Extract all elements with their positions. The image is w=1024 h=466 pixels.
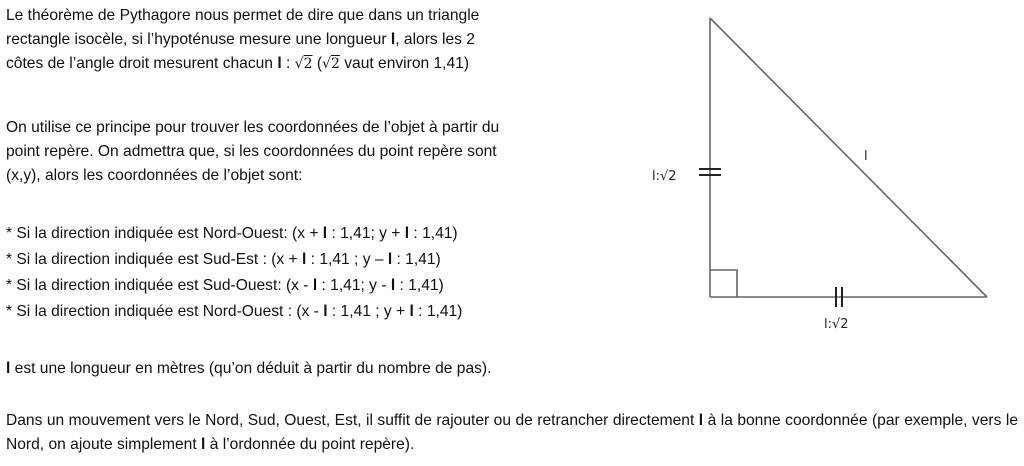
right-angle-marker bbox=[710, 270, 737, 297]
length-l: l bbox=[322, 225, 328, 242]
sqrt-two bbox=[322, 56, 340, 72]
sqrt-radicand: 2 bbox=[330, 56, 340, 72]
sqrt-two bbox=[295, 56, 313, 72]
right-triangle-figure bbox=[640, 0, 1024, 340]
length-note-text: est une longueur en mètres (qu’on déduit à partir du nombre de pas). bbox=[10, 360, 492, 377]
length-l: l bbox=[323, 303, 328, 320]
length-l: l bbox=[390, 31, 396, 48]
list-text: : 1,41) bbox=[392, 251, 441, 268]
movement-segment: à l’ordonnée du point repère). bbox=[205, 436, 415, 453]
length-l: l bbox=[6, 360, 11, 377]
list-item bbox=[6, 247, 624, 273]
list-text: : 1,41) bbox=[409, 225, 458, 242]
sqrt-symbol: √ bbox=[294, 56, 304, 72]
length-l: l bbox=[409, 303, 414, 320]
intro-text: côtes de l’angle droit mesurent chacun bbox=[6, 55, 278, 72]
sqrt-radicand: 2 bbox=[303, 56, 313, 72]
length-l: l bbox=[698, 412, 704, 429]
intro-text: , alors les 2 bbox=[395, 31, 475, 48]
length-l: l bbox=[201, 436, 206, 453]
list-item bbox=[6, 273, 624, 299]
list-text: : 1,41) bbox=[413, 303, 463, 320]
intro-line bbox=[6, 4, 624, 28]
movement-text bbox=[6, 409, 1018, 457]
horizontal-leg-label: l:√2 bbox=[824, 317, 849, 332]
movement-segment: à la bonne coordonnée (par exemple, vers le Nord, on ajoute simplement bbox=[6, 412, 1018, 453]
list-item bbox=[6, 299, 624, 325]
intro-line bbox=[6, 28, 624, 52]
length-l: l bbox=[312, 277, 318, 294]
list-text: : 1,41) bbox=[395, 277, 444, 294]
hypotenuse bbox=[710, 18, 987, 297]
intro-text: ( bbox=[312, 55, 323, 72]
principle-line: (x,y), alors les coordonnées de l’objet sont: bbox=[6, 167, 303, 184]
intro-text: : bbox=[281, 55, 295, 72]
list-text: : 1,41; y - bbox=[317, 277, 391, 294]
list-text: * Si la direction indiquée est Sud-Ouest: (x - bbox=[6, 277, 313, 294]
list-item bbox=[6, 221, 624, 247]
intro-text: vaut environ 1,41) bbox=[339, 55, 470, 72]
sqrt-symbol: √ bbox=[322, 56, 331, 72]
length-l: l bbox=[404, 225, 410, 242]
length-l: l bbox=[277, 55, 282, 72]
direction-list bbox=[6, 221, 624, 325]
list-text: * Si la direction indiquée est Nord-Ouest : (x - bbox=[6, 303, 324, 320]
hypotenuse-label: l bbox=[864, 149, 868, 164]
list-text: : 1,41; y + bbox=[327, 225, 405, 242]
list-text: * Si la direction indiquée est Sud-Est : (x + bbox=[6, 251, 302, 268]
movement-segment: Dans un mouvement vers le Nord, Sud, Ouest, Est, il suffit de rajouter ou de retrancher directement bbox=[6, 412, 699, 429]
principle-paragraph bbox=[6, 116, 624, 188]
intro-text: Le théorème de Pythagore nous permet de dire que dans un triangle bbox=[6, 7, 480, 24]
list-text: : 1,41 ; y + bbox=[327, 303, 410, 320]
movement-paragraph bbox=[6, 409, 1018, 457]
vertical-leg-label: l:√2 bbox=[652, 169, 677, 184]
principle-line: On utilise ce principe pour trouver les coordonnées de l’objet à partir du bbox=[6, 119, 500, 136]
length-note bbox=[6, 357, 624, 381]
length-note-line bbox=[6, 357, 624, 381]
length-l: l bbox=[302, 251, 307, 268]
principle-line: point repère. On admettra que, si les coordonnées du point repère sont bbox=[6, 143, 497, 160]
intro-text: rectangle isocèle, si l’hypoténuse mesure une longueur bbox=[6, 31, 391, 48]
list-text: : 1,41 ; y – bbox=[306, 251, 388, 268]
length-l: l bbox=[387, 251, 393, 268]
intro-paragraph bbox=[6, 4, 624, 76]
list-text: * Si la direction indiquée est Nord-Ouest: (x + bbox=[6, 225, 323, 242]
intro-line bbox=[6, 52, 624, 76]
length-l: l bbox=[390, 277, 396, 294]
